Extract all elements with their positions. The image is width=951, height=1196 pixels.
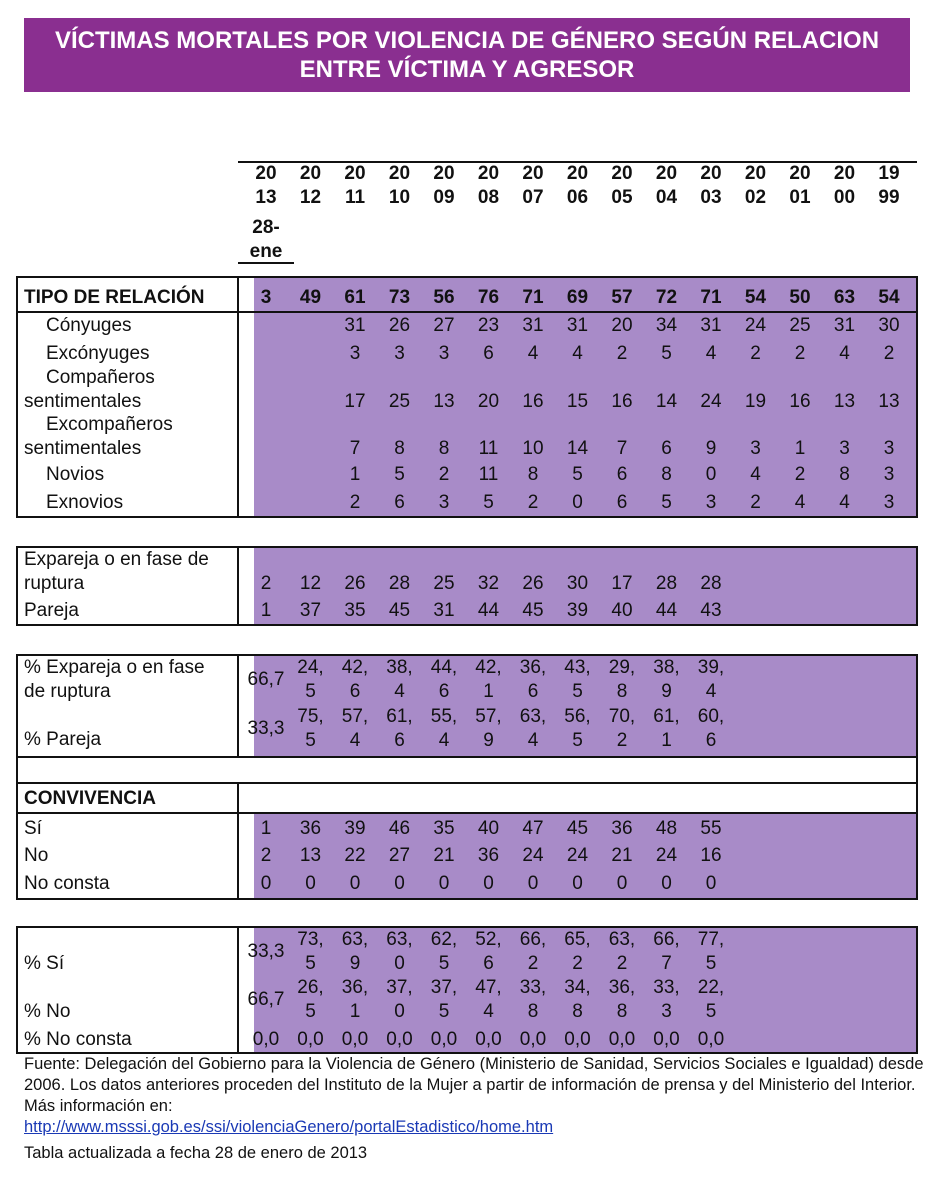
table-cell: 4 (394, 681, 405, 702)
year-header: 20 13 (255, 163, 277, 208)
table-cell: 0 (394, 1001, 405, 1022)
table-cell: 0 (483, 873, 494, 894)
table-cell: 0,0 (653, 1029, 680, 1050)
table-cell: 37, (386, 977, 413, 998)
table-cell: 23 (477, 315, 500, 336)
table-cell: 31 (833, 315, 856, 336)
table-cell: 48 (655, 818, 678, 839)
title-line-1: VÍCTIMAS MORTALES POR VIOLENCIA DE GÉNERO SEGÚN RELACION (54, 27, 880, 54)
table-cell: 6 (438, 681, 450, 702)
table-cell: 37 (299, 600, 322, 621)
table-cell: 1 (794, 438, 806, 459)
row-label: % Pareja (24, 729, 102, 750)
table-cell: 8 (616, 1001, 628, 1022)
table-cell: 2 (349, 492, 361, 513)
table-cell: 47 (522, 818, 544, 839)
table-cell: 49 (299, 287, 322, 308)
table-cell: 24 (522, 845, 544, 866)
table-cell: 28 (388, 573, 411, 594)
row-label: sentimentales (24, 391, 142, 412)
table-cell: 13 (878, 391, 900, 412)
table-cell: 13 (833, 391, 856, 412)
table-cell: 0,0 (341, 1029, 369, 1050)
table-cell: 45 (566, 818, 589, 839)
table-cell: 5 (305, 730, 316, 751)
table-cell: 3 (883, 464, 895, 485)
table-cell: 36 (477, 845, 500, 866)
table-cell: 62, (430, 929, 458, 950)
table-cell: 31 (522, 315, 544, 336)
table-cell: 13 (299, 845, 322, 866)
table-cell: 40 (477, 818, 500, 839)
table-cell: 0 (438, 873, 450, 894)
row-label: No consta (24, 873, 110, 894)
table-cell: 2 (794, 343, 806, 364)
table-cell: 28 (655, 573, 678, 594)
table-cell: 0,0 (697, 1029, 725, 1050)
table-cell: 44 (477, 600, 500, 621)
table-cell: 30 (878, 315, 900, 336)
table-cell: 33, (519, 977, 547, 998)
table-cell: 16 (611, 391, 633, 412)
table-cell: 26 (388, 315, 411, 336)
table-cell: 3 (438, 492, 450, 513)
table-cell: 34, (564, 977, 591, 998)
row-label: Exnovios (46, 492, 124, 513)
table-cell: 4 (572, 343, 583, 364)
row-label: Compañeros (46, 367, 155, 388)
table-cell: 11 (478, 438, 499, 459)
row-label: CONVIVENCIA (24, 788, 156, 809)
table-cell: 63, (341, 929, 369, 950)
row-label: sentimentales (24, 438, 142, 459)
table-cell: 0,0 (430, 1029, 458, 1050)
table-cell: 27 (388, 845, 411, 866)
table-cell: 8 (527, 1001, 539, 1022)
table-cell: 0,0 (608, 1029, 636, 1050)
table-cell: 24 (566, 845, 589, 866)
table-cell: 63, (519, 706, 547, 727)
table-cell: 17 (611, 573, 633, 594)
table-cell: 5 (661, 492, 672, 513)
table-cell: 33,3 (247, 941, 285, 962)
table-cell: 22, (697, 977, 725, 998)
row-label: de ruptura (24, 681, 111, 702)
table-cell: 5 (572, 730, 583, 751)
table-cell: 11 (478, 464, 499, 485)
table-cell: 2 (750, 343, 761, 364)
table-cell: 5 (705, 1001, 717, 1022)
table-cell: 3 (883, 492, 895, 513)
table-cell: 7 (616, 438, 628, 459)
table-cell: 29, (608, 657, 636, 678)
table-cell: 37, (430, 977, 458, 998)
table-cell: 3 (750, 438, 761, 459)
source-note: Fuente: Delegación del Gobierno para la Violencia de Género (Ministerio de Sanidad, Servicios Sociales e Igualdad) desde 2006. Los datos anteriores proceden del Instituto de la Mujer a partir de información de prensa y del Ministerio del Interior. Más información en: http://www.msssi.gob.es/ssi/violenciaGenero/portalEstadistico/home.htm (24, 1055, 924, 1136)
table-cell: 6 (394, 730, 405, 751)
table-cell: 5 (305, 953, 316, 974)
row-label: No (24, 845, 49, 866)
table-cell: 31 (700, 315, 722, 336)
table-cell: 22 (344, 845, 366, 866)
table-cell: 2 (883, 343, 895, 364)
table-cell: 54 (744, 287, 767, 308)
table-cell: 25 (388, 391, 411, 412)
table-cell: 5 (438, 1001, 450, 1022)
table-cell: 39 (344, 818, 366, 839)
table-cell: 54 (878, 287, 900, 308)
table-cell: 43 (700, 600, 722, 621)
table-cell: 0 (572, 873, 583, 894)
table-cell: 36, (519, 657, 547, 678)
table-cell: 3 (705, 492, 717, 513)
row-label: % No consta (24, 1029, 132, 1050)
year-header: 19 99 (878, 163, 900, 208)
table-cell: 2 (616, 343, 628, 364)
year-header: 20 01 (789, 163, 811, 208)
table-cell: 30 (566, 573, 589, 594)
table-cell: 20 (611, 315, 633, 336)
table-cell: 0 (394, 953, 405, 974)
update-note: Tabla actualizada a fecha 28 de enero de 2013 (24, 1144, 368, 1162)
table-cell: 19 (744, 391, 767, 412)
table-cell: 56, (564, 706, 591, 727)
row-label: % No (24, 1001, 71, 1022)
table-cell: 6 (527, 681, 539, 702)
table-cell: 60, (697, 706, 725, 727)
table-cell: 2 (527, 953, 539, 974)
table-cell: 12 (299, 573, 322, 594)
year-header: 20 06 (566, 163, 589, 208)
table-cell: 13 (433, 391, 455, 412)
table-cell: 42, (341, 657, 369, 678)
table-cell: 56 (433, 287, 455, 308)
table-cell: 4 (750, 464, 761, 485)
table-cell: 4 (705, 343, 717, 364)
table-cell: 28 (700, 573, 722, 594)
row-label: Expareja o en fase de (24, 549, 209, 570)
table-cell: 6 (661, 438, 672, 459)
row-label: ruptura (24, 573, 85, 594)
table-cell: 9 (705, 438, 717, 459)
table-cell: 57, (475, 706, 502, 727)
table-cell: 5 (483, 492, 494, 513)
table-cell: 2 (616, 730, 628, 751)
table-cell: 14 (566, 438, 589, 459)
table-cell: 70, (608, 706, 636, 727)
table-cell: 16 (522, 391, 544, 412)
table-cell: 66, (519, 929, 547, 950)
table-cell: 57 (611, 287, 633, 308)
table-cell: 0,0 (519, 1029, 547, 1050)
year-header: 20 03 (700, 163, 722, 208)
table-cell: 9 (349, 953, 361, 974)
table-cell: 0 (305, 873, 316, 894)
table-cell: 0 (260, 873, 272, 894)
jan-rule (238, 262, 294, 264)
table-cell: 4 (483, 1001, 494, 1022)
table-cell: 55, (430, 706, 458, 727)
table-cell: 2 (616, 953, 628, 974)
table-cell: 24, (297, 657, 324, 678)
table-cell: 8 (394, 438, 405, 459)
table-cell: 3 (661, 1001, 672, 1022)
row-label: Excompañeros (46, 414, 173, 435)
table-cell: 0 (572, 492, 583, 513)
table-cell: 47, (475, 977, 502, 998)
table-cell: 33, (653, 977, 680, 998)
table-cell: 4 (705, 681, 717, 702)
table-cell: 24 (700, 391, 722, 412)
table-cell: 31 (344, 315, 366, 336)
table-cell: 5 (438, 953, 450, 974)
table-cell: 3 (839, 438, 850, 459)
table-cell: 38, (386, 657, 413, 678)
jan-note: 28- ene (249, 217, 283, 262)
table-cell: 8 (438, 438, 450, 459)
table-cell: 6 (705, 730, 717, 751)
table-cell: 5 (305, 1001, 316, 1022)
table-cell: 50 (789, 287, 811, 308)
table-cell: 1 (661, 730, 672, 751)
table-cell: 26 (344, 573, 366, 594)
table-cell: 4 (527, 730, 539, 751)
table-cell: 45 (388, 600, 411, 621)
table-cell: 2 (260, 845, 272, 866)
row-label: Excónyuges (46, 343, 150, 364)
table-cell: 14 (655, 391, 678, 412)
row-label: % Expareja o en fase (24, 657, 205, 678)
table-cell: 0 (616, 873, 628, 894)
table-cell: 4 (527, 343, 539, 364)
table-cell: 5 (572, 681, 583, 702)
table-cell: 75, (297, 706, 324, 727)
table-cell: 8 (527, 464, 539, 485)
table-cell: 1 (349, 1001, 361, 1022)
table-cell: 15 (566, 391, 589, 412)
table-cell: 0,0 (475, 1029, 502, 1050)
table-cell: 6 (349, 681, 361, 702)
table-cell: 71 (522, 287, 544, 308)
table-cell: 55 (700, 818, 722, 839)
table-cell: 24 (744, 315, 767, 336)
table-cell: 61, (386, 706, 413, 727)
table-cell: 5 (572, 464, 583, 485)
table-cell: 3 (394, 343, 405, 364)
table-cell: 8 (616, 681, 628, 702)
table-cell: 6 (616, 464, 628, 485)
year-header: 20 07 (522, 163, 544, 208)
table-cell: 1 (260, 600, 272, 621)
table-cell: 6 (394, 492, 405, 513)
table-cell: 21 (611, 845, 633, 866)
table-cell: 76 (477, 287, 500, 308)
table-cell: 66, (653, 929, 680, 950)
table-cell: 52, (475, 929, 502, 950)
table-cell: 61, (653, 706, 680, 727)
table-cell: 5 (705, 953, 717, 974)
table-cell: 4 (438, 730, 450, 751)
year-header: 20 12 (299, 163, 322, 208)
table-cell: 66,7 (247, 669, 285, 690)
table-cell: 16 (789, 391, 811, 412)
table-cell: 69 (566, 287, 589, 308)
table-cell: 0,0 (386, 1029, 413, 1050)
table-cell: 45 (522, 600, 544, 621)
table-cell: 8 (839, 464, 850, 485)
table-cell: 20 (477, 391, 500, 412)
table-cell: 2 (750, 492, 761, 513)
table-cell: 65, (564, 929, 591, 950)
table-cell: 3 (438, 343, 450, 364)
table-cell: 36 (299, 818, 322, 839)
table-cell: 43, (564, 657, 591, 678)
row-label: Pareja (24, 600, 79, 621)
table-cell: 36, (608, 977, 636, 998)
table-cell: 71 (700, 287, 722, 308)
table-cell: 26 (522, 573, 544, 594)
table-cell: 4 (839, 343, 850, 364)
table-cell: 4 (794, 492, 806, 513)
year-header: 20 11 (344, 163, 366, 208)
table-cell: 63, (608, 929, 636, 950)
row-label: TIPO DE RELACIÓN (24, 287, 205, 308)
title-line-2: ENTRE VÍCTIMA Y AGRESOR (299, 56, 635, 83)
table-cell: 10 (522, 438, 544, 459)
table-cell: 2 (438, 464, 450, 485)
table-cell: 73 (388, 287, 411, 308)
table-cell: 46 (388, 818, 411, 839)
table-cell: 0 (705, 464, 717, 485)
table-cell: 57, (341, 706, 369, 727)
table-cell: 26, (297, 977, 324, 998)
table-cell: 6 (483, 953, 494, 974)
year-header: 20 00 (833, 163, 856, 208)
table-cell: 9 (483, 730, 494, 751)
table-cell: 34 (655, 315, 678, 336)
table-cell: 17 (344, 391, 366, 412)
year-header: 20 02 (744, 163, 767, 208)
row-label: Sí (24, 818, 42, 839)
table-cell: 6 (616, 492, 628, 513)
table-cell: 31 (566, 315, 589, 336)
table-cell: 1 (260, 818, 272, 839)
table-cell: 5 (305, 681, 316, 702)
table-cell: 1 (483, 681, 494, 702)
table-cell: 25 (789, 315, 811, 336)
table-cell: 63, (386, 929, 413, 950)
table-cell: 21 (433, 845, 455, 866)
year-header: 20 05 (611, 163, 633, 208)
year-header: 20 10 (388, 163, 411, 208)
table-cell: 16 (700, 845, 722, 866)
table-cell: 3 (883, 438, 895, 459)
table-cell: 38, (653, 657, 680, 678)
source-link[interactable]: http://www.msssi.gob.es/ssi/violenciaGenero/portalEstadistico/home.htm (24, 1118, 554, 1136)
year-header: 20 08 (477, 163, 500, 208)
table-cell: 36, (341, 977, 369, 998)
table-cell: 5 (661, 343, 672, 364)
row-label: Novios (46, 464, 105, 485)
table-cell: 0 (705, 873, 717, 894)
table-cell: 2 (260, 573, 272, 594)
table-cell: 36 (611, 818, 633, 839)
table-cell: 0,0 (564, 1029, 591, 1050)
table-cell: 2 (572, 953, 583, 974)
table-cell: 9 (661, 681, 672, 702)
table-cell: 2 (794, 464, 806, 485)
table-cell: 44, (430, 657, 458, 678)
table-cell: 8 (661, 464, 672, 485)
table-cell: 35 (433, 818, 455, 839)
table-cell: 33,3 (247, 718, 285, 739)
table-cell: 44 (655, 600, 678, 621)
year-header: 20 09 (433, 163, 455, 208)
row-label: % Sí (24, 953, 65, 974)
table-cell: 66,7 (247, 989, 285, 1010)
table-cell: 0,0 (297, 1029, 324, 1050)
table-cell: 24 (655, 845, 678, 866)
table-cell: 39 (566, 600, 589, 621)
table-cell: 3 (349, 343, 361, 364)
table-cell: 7 (661, 953, 672, 974)
table-cell: 7 (349, 438, 361, 459)
table-cell: 32 (477, 573, 500, 594)
table-cell: 4 (349, 730, 361, 751)
table-cell: 5 (394, 464, 405, 485)
row-label: Cónyuges (46, 315, 132, 336)
table-cell: 63 (833, 287, 856, 308)
table-cell: 31 (433, 600, 455, 621)
table-cell: 25 (433, 573, 455, 594)
table-cell: 27 (433, 315, 455, 336)
table-cell: 6 (483, 343, 494, 364)
table-cell: 0 (527, 873, 539, 894)
table-cell: 77, (697, 929, 725, 950)
table-cell: 42, (475, 657, 502, 678)
table-cell: 8 (572, 1001, 583, 1022)
table-cell: 39, (697, 657, 725, 678)
year-header: 20 04 (655, 163, 678, 208)
table-cell: 0,0 (252, 1029, 280, 1050)
table-cell: 61 (344, 287, 366, 308)
table-cell: 4 (839, 492, 850, 513)
table-cell: 35 (344, 600, 366, 621)
table-cell: 0 (349, 873, 361, 894)
table-cell: 72 (655, 287, 678, 308)
table-cell: 3 (260, 287, 272, 308)
table-cell: 0 (394, 873, 405, 894)
table-cell: 40 (611, 600, 633, 621)
table-cell: 2 (527, 492, 539, 513)
table-cell: 1 (349, 464, 361, 485)
table-title (24, 18, 910, 92)
table-cell: 73, (297, 929, 324, 950)
table-cell: 0 (661, 873, 672, 894)
